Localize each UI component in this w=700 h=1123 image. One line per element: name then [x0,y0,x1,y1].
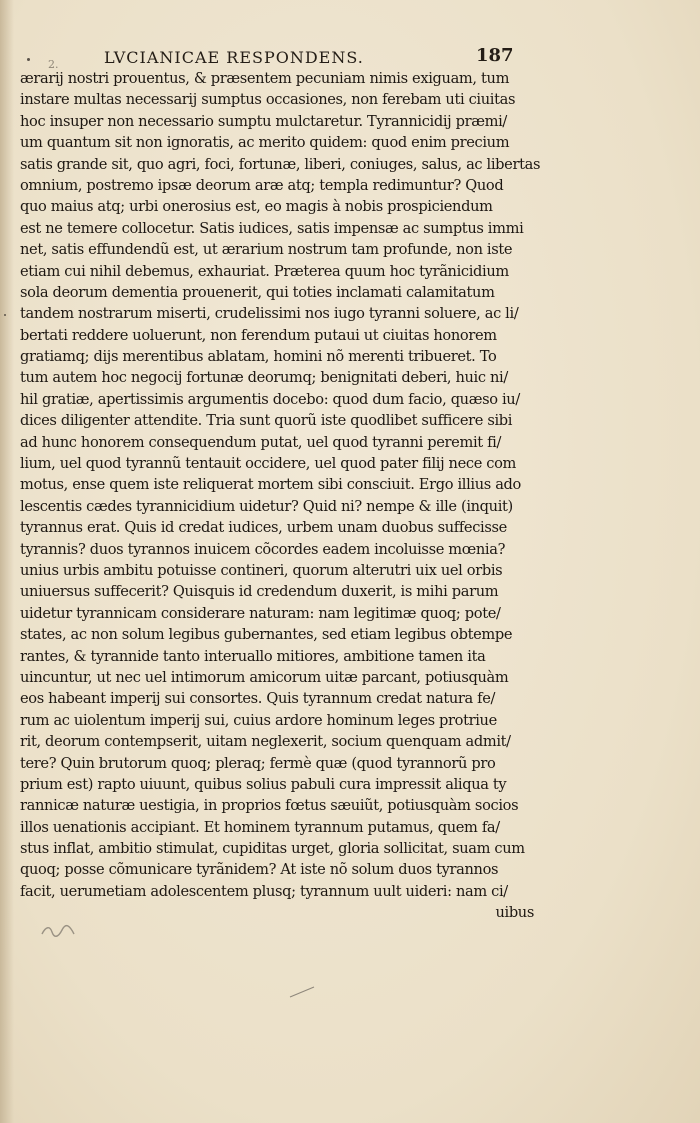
text-line: instare multas necessarij sumptus occasiones, non ferebam uti ciuitas [20,91,516,109]
text-line: rantes, & tyrannide tanto interuallo mitiores, ambitione tamen ita [20,647,486,665]
text-line: motus, ense quem iste reliquerat mortem sibi consciuit. Ergo illius ado [20,476,521,494]
text-line: facit, uerumetiam adolescentem plusq; tyrannum uult uideri: nam ci/ [20,882,508,900]
main-text-block [20,68,540,924]
page-number: 187 [476,45,514,66]
text-line: stus inflat, ambitio stimulat, cupiditas urget, gloria sollicitat, suam cum [20,840,525,858]
text-line: prium est) rapto uiuunt, quibus solius pabuli cura impressit aliqua ty [20,775,507,793]
text-line: net, satis effundendũ est, ut ærarium nostrum tam profunde, non iste [20,241,513,259]
text-line: quo maius atq; urbi onerosius est, eo magis à nobis prospiciendum [20,198,493,216]
text-line: hoc insuper non necessario sumptu mulctaretur. Tyrannicidij præmi/ [20,112,507,130]
pencil-mark [288,985,316,999]
text-line: rum ac uiolentum imperij sui, cuius ardore hominum leges protriue [20,711,497,729]
text-line: lescentis cædes tyrannicidium uidetur? Quid ni? nempe & ille (inquit) [20,497,513,515]
text-line: ad hunc honorem consequendum putat, uel quod tyranni peremit fi/ [20,433,502,451]
text-line: hil gratiæ, apertissimis argumentis docebo: quod dum facio, quæso iu/ [20,390,520,408]
catchword: uibus [495,904,534,922]
text-line: omnium, postremo ipsæ deorum aræ atq; templa redimuntur? Quod [20,176,504,194]
text-line: uincuntur, ut nec uel intimorum amicorum uitæ parcant, potiusquàm [20,668,509,686]
text-line: gratiamq; dijs merentibus ablatam, homini nõ merenti tribueret. To [20,348,497,366]
text-line: tum autem hoc negocij fortunæ deorumq; benignitati deberi, huic ni/ [20,369,508,387]
text-line: lium, uel quod tyrannũ tentauit occidere, uel quod pater filij nece com [20,455,517,473]
text-line: dices diligenter attendite. Tria sunt quorũ iste quodlibet sufficere sibi [20,412,513,430]
text-line: quoq; posse cõmunicare tyrãnidem? At iste nõ solum duos tyrannos [20,861,499,879]
marginal-mark: 2. [48,58,59,71]
text-line: states, ac non solum legibus gubernantes, sed etiam legibus obtempe [20,626,513,644]
text-line: eos habeant imperij sui consortes. Quis tyrannum credat natura fe/ [20,690,496,708]
text-line: tyrannus erat. Quis id credat iudices, urbem unam duobus suffecisse [20,519,507,537]
text-line: tere? Quin brutorum quoq; pleraq; fermè quæ (quod tyrannorũ pro [20,754,496,772]
text-line: ærarij nostri prouentus, & præsentem pecuniam nimis exiguam, tum [20,70,510,87]
page-gutter-shadow [0,0,14,1123]
text-line: unius urbis ambitu potuisse contineri, quorum alterutri uix uel orbis [20,561,503,579]
text-line: tyrannis? duos tyrannos inuicem cõcordes eadem incoluisse mœnia? [20,540,506,558]
text-line: sola deorum dementia prouenerit, qui toties inclamati calamitatum [20,283,495,301]
text-line: satis grande sit, quo agri, foci, fortunæ, liberi, coniuges, salus, ac libertas [20,155,540,173]
manuscript-mark [38,920,78,942]
text-line: tandem nostrarum miserti, crudelissimi nos iugo tyranni soluere, ac li/ [20,305,519,323]
text-line: um quantum sit non ignoratis, ac merito quidem: quod enim precium [20,134,510,152]
running-title: LVCIANICAE RESPONDENS. [104,48,364,67]
ink-speck [4,314,6,316]
ink-speck [27,58,30,61]
text-line: bertati reddere uoluerunt, non ferendum putaui ut ciuitas honorem [20,326,497,344]
text-line: uidetur tyrannicam considerare naturam: nam legitimæ quoq; pote/ [20,604,501,622]
text-line: illos uenationis accipiant. Et hominem tyrannum putamus, quem fa/ [20,818,500,836]
text-line: uniuersus suffecerit? Quisquis id credendum duxerit, is mihi parum [20,583,499,601]
text-line: etiam cui nihil debemus, exhauriat. Præterea quum hoc tyrãnicidium [20,262,509,280]
text-line: rit, deorum contempserit, uitam neglexerit, socium quenquam admit/ [20,733,511,751]
text-line: est ne temere collocetur. Satis iudices, satis impensæ ac sumptus immi [20,219,524,237]
text-line: rannicæ naturæ uestigia, in proprios fœtus sæuiũt, potiusquàm socios [20,797,519,815]
